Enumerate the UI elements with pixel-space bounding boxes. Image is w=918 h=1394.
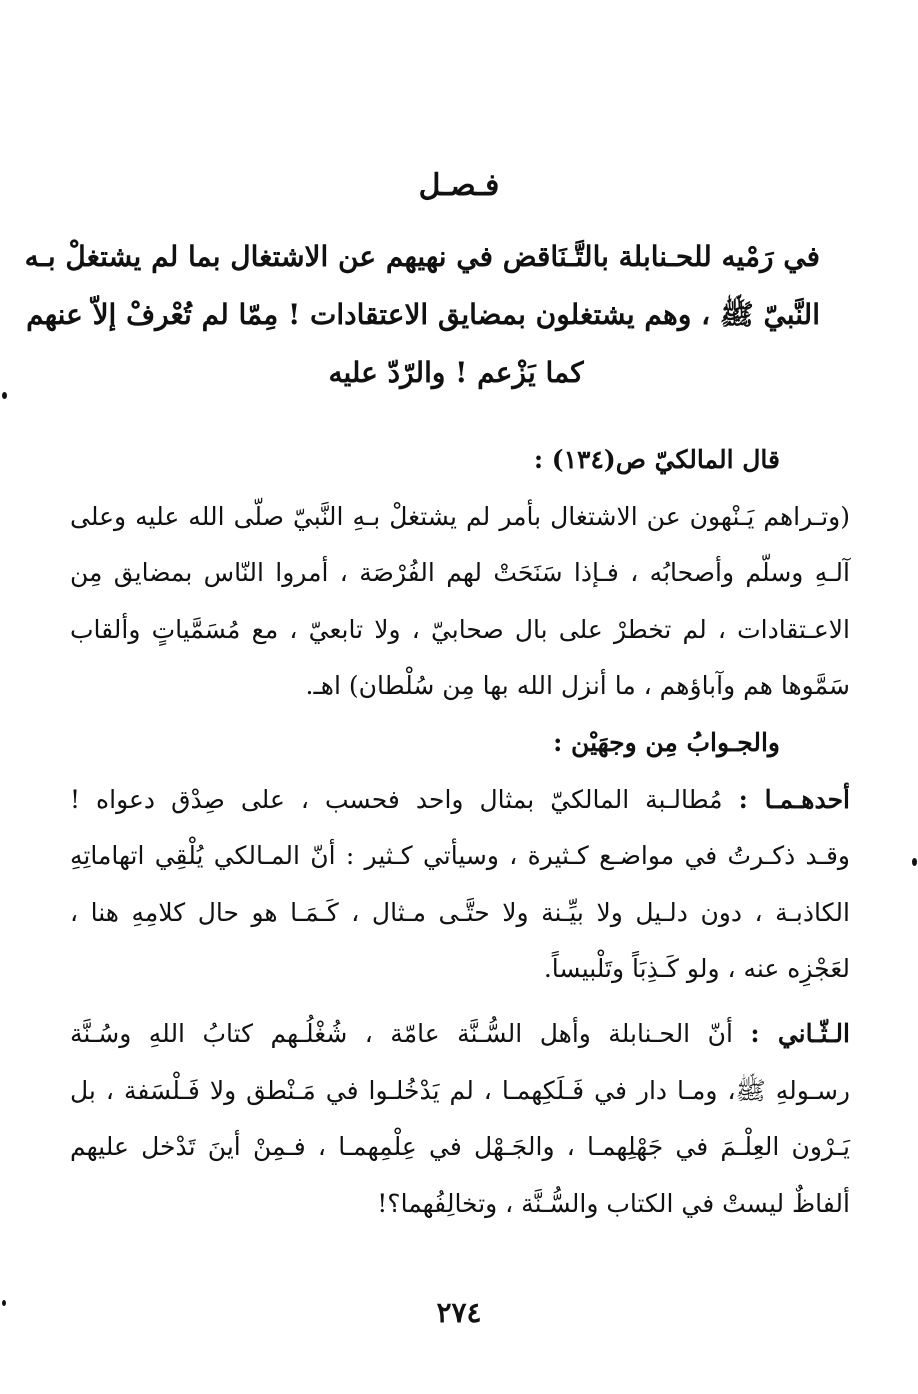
second-point-line bbox=[70, 1006, 850, 1063]
second-point-line: رسـولهِ ﷺ، ومـا دار في فَـلَكِهمـا ، لم يَدْخُلـوا في مَـنْطق ولا فَـلْسَفة ، بل bbox=[70, 1075, 850, 1105]
first-point-text: مُطالـبة المالكيّ بمثال واحد فحسب ، على صِدْق دعواه ! bbox=[70, 784, 739, 814]
first-point-line: وقـد ذكـرتُ في مواضـع كـثيرة ، وسيأتي كـثير : أنّ المـالكي يُلْقِي اتهاماتِهِ bbox=[70, 841, 850, 871]
chapter-heading bbox=[24, 228, 820, 402]
intro-line: قال المالكيّ ص(١٣٤) : bbox=[533, 445, 780, 474]
quote-line: سَمَّوها هم وآباؤهم ، ما أنزل الله بها مِن سُلْطان) اهـ. bbox=[305, 671, 850, 701]
answer-intro: والجـوابُ مِن وجهَيْن : bbox=[553, 727, 780, 757]
heading-line: في رَمْيه للحـنابلة بالتَّـنَاقض في نهيهم عن الاشتغال بما لم يشتغلْ بـه bbox=[24, 240, 820, 273]
scan-speck bbox=[2, 1300, 6, 1306]
first-point-line bbox=[70, 772, 850, 829]
second-point-line: يَـرْون العِلْـمَ في جَهْلِهمـا ، والجَـهْل في عِلْمِهمـا ، فـمِنْ أينَ تَدْخل عليهم bbox=[70, 1132, 850, 1162]
first-point-line: لعَجْزِه عنه ، ولو كَـذِبَاً وتَلْبيساً. bbox=[543, 954, 850, 984]
quote-line: (وتـراهم يَـنْهون عن الاشتغال بأمر لم يشتغلْ بـهِ النَّبيّ صلّى الله عليه وعلى bbox=[70, 501, 850, 531]
scan-speck bbox=[2, 392, 7, 399]
paragraph-gap bbox=[70, 998, 850, 1006]
heading-line: النَّبيّ ﷺ ، وهم يشتغلون بمضايق الاعتقادات ! مِمّا لم تُعْرفْ إلاّ عنهم bbox=[26, 298, 820, 331]
heading-line: كما يَزْعم ! والرّدّ عليه bbox=[328, 356, 584, 389]
body-text bbox=[70, 432, 850, 1232]
scan-speck bbox=[912, 858, 917, 866]
page-number: ٢٧٤ bbox=[436, 1296, 482, 1329]
section-title: فـصـل bbox=[418, 168, 500, 203]
second-point-line: ألفاظٌ ليستْ في الكتاب والسُّـنَّة ، وتخالِفُهما؟! bbox=[377, 1188, 850, 1218]
second-point-text: أنّ الحـنابلة وأهل السُّـنَّة عامّة ، شُغْلُـهم كتابُ اللهِ وسُـنَّة bbox=[70, 1018, 751, 1048]
quote-line: آلـهِ وسلّم وأصحابُه ، فـإذا سَنَحَتْ لهم الفُرْصَة ، أمروا النّاس بمضايق مِن bbox=[70, 558, 850, 588]
first-point-label: أحدهـمـا : bbox=[738, 784, 850, 814]
second-point-label: الـثّـاني : bbox=[750, 1018, 850, 1048]
first-point-line: الكاذبـة ، دون دلـيل ولا بيِّـنة ولا حتَّـى مـثال ، كَـمَـا هو حال كلامِهِ هنا ، bbox=[70, 897, 850, 927]
quote-line: الاعـتقادات ، لم تخطرْ على بال صحابيّ ، ولا تابعيّ ، مع مُسَمَّياتٍ وألقاب bbox=[70, 614, 850, 644]
